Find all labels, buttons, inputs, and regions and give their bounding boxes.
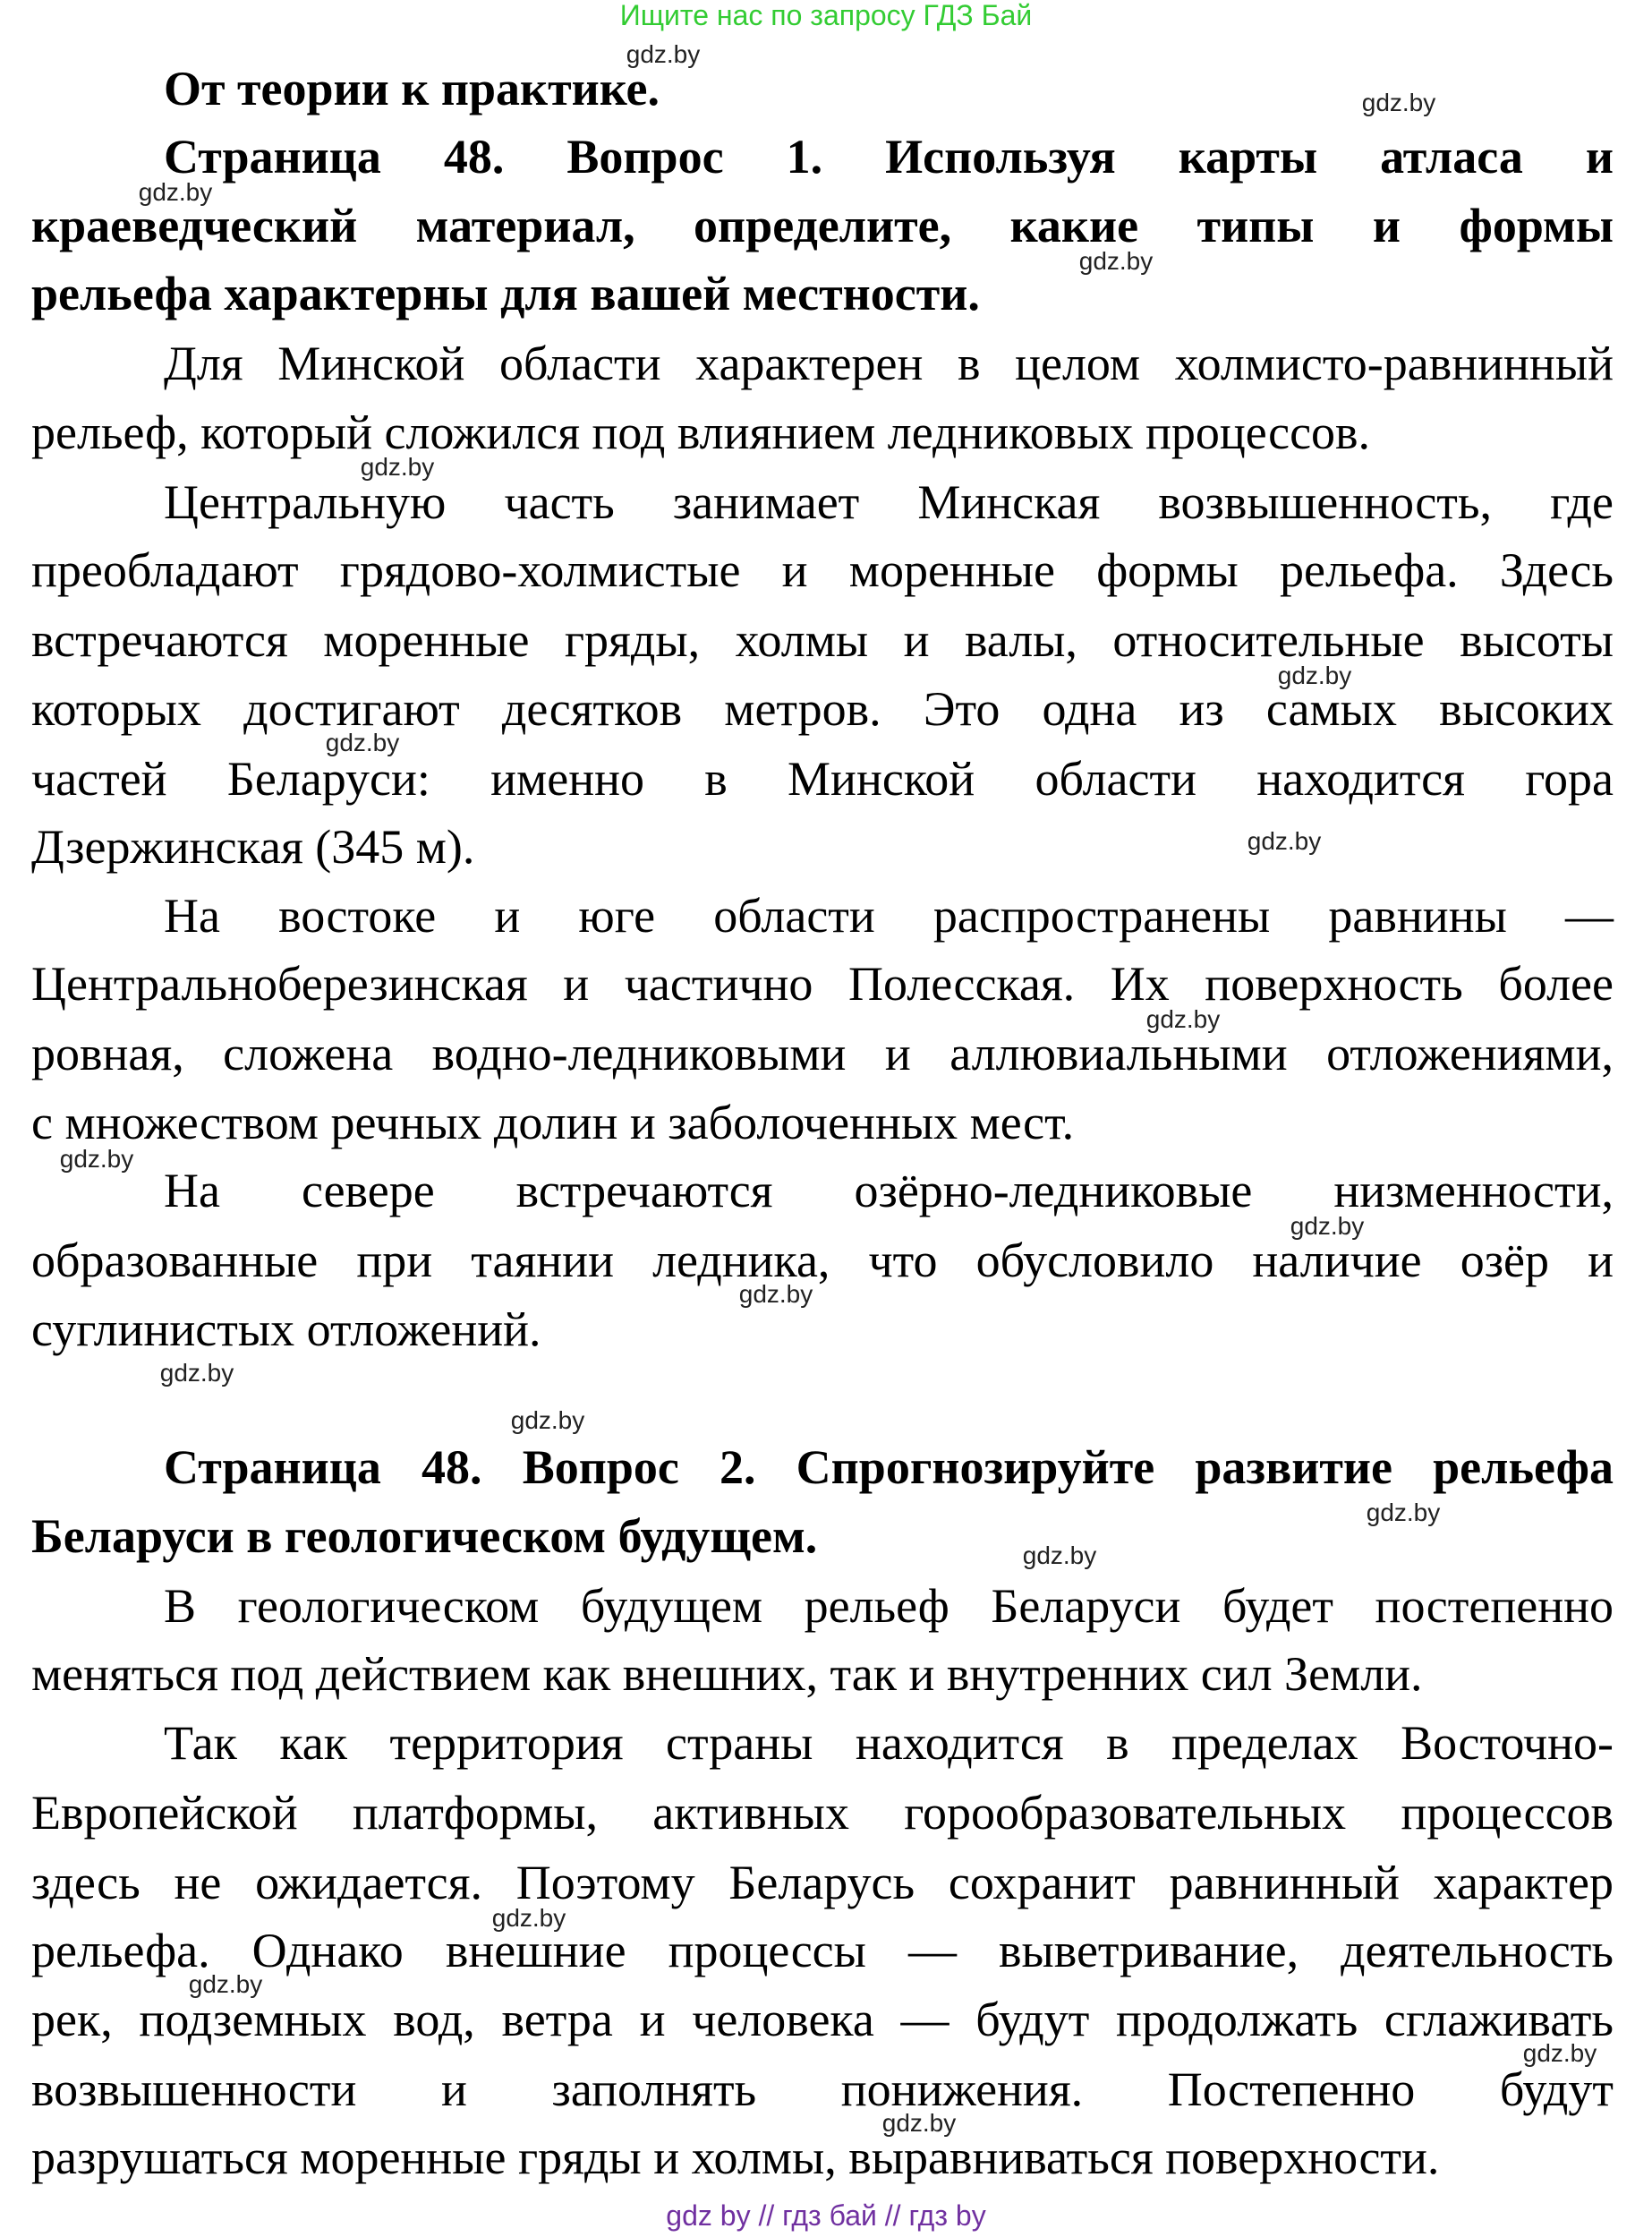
watermark: gdz.by: [159, 1359, 234, 1387]
watermark: gdz.by: [510, 1406, 585, 1434]
answer-1-text-line: встречаются моренные гряды, холмы и валы, относительные высоты: [31, 613, 1614, 667]
watermark: gdz.by: [1022, 1541, 1097, 1569]
watermark: gdz.by: [1145, 1005, 1221, 1033]
watermark: gdz.by: [1277, 662, 1352, 689]
watermark: gdz.by: [738, 1280, 813, 1308]
watermark: gdz.by: [1361, 89, 1436, 116]
answer-2-text-line: В геологическом будущем рельеф Беларуси будет постепенно: [164, 1579, 1614, 1633]
answer-1-text-line: Центральноберезинская и частично Полесская. Их поверхность более: [31, 957, 1614, 1011]
question-1-heading-line: рельефа характерны для вашей местности.: [31, 267, 980, 320]
answer-1-text-line: ровная, сложена водно-ледниковыми и аллювиальными отложениями,: [31, 1027, 1614, 1080]
watermark: gdz.by: [360, 453, 435, 481]
watermark: gdz.by: [59, 1145, 134, 1173]
question-2-heading-line: Беларуси в геологическом будущем.: [31, 1509, 818, 1563]
watermark: gdz.by: [188, 1970, 263, 1998]
search-banner: Ищите нас по запросу ГДЗ Бай: [619, 0, 1033, 31]
answer-1-text-line: Дзержинская (345 м).: [31, 820, 475, 874]
answer-2-text-line: разрушаться моренные гряды и холмы, выравниваться поверхности.: [31, 2130, 1440, 2184]
answer-1-text-line: частей Беларуси: именно в Минской области находится гора: [31, 752, 1614, 806]
watermark: gdz.by: [138, 178, 213, 206]
answer-2-text-line: здесь не ожидается. Поэтому Беларусь сохранит равнинный характер: [31, 1856, 1614, 1909]
section-title: От теории к практике.: [164, 62, 660, 115]
watermark: gdz.by: [1247, 827, 1322, 855]
answer-1-text-line: На востоке и юге области распространены равнины —: [164, 889, 1614, 943]
watermark: gdz.by: [1366, 1498, 1441, 1526]
answer-2-text-line: Так как территория страны находится в пределах Восточно-: [164, 1716, 1614, 1770]
footer-links[interactable]: gdz by // гдз бай // гдз by: [666, 2199, 986, 2232]
watermark: gdz.by: [881, 2109, 957, 2137]
watermark: gdz.by: [1290, 1212, 1365, 1240]
answer-1-text-line: с множеством речных долин и заболоченных мест.: [31, 1096, 1075, 1149]
answer-2-text-line: возвышенности и заполнять понижения. Постепенно будут: [31, 2062, 1614, 2116]
watermark: gdz.by: [325, 729, 400, 756]
answer-1-text-line: рельеф, который сложился под влиянием ледниковых процессов.: [31, 406, 1371, 459]
watermark: gdz.by: [491, 1904, 566, 1932]
question-2-heading-line: Страница 48. Вопрос 2. Спрогнозируйте развитие рельефа: [164, 1440, 1614, 1494]
answer-1-text-line: суглинистых отложений.: [31, 1302, 541, 1356]
watermark: gdz.by: [626, 40, 701, 68]
answer-1-text-line: На севере встречаются озёрно-ледниковые низменности,: [164, 1164, 1614, 1217]
question-1-heading-line: краеведческий материал, определите, какие типы и формы: [31, 199, 1614, 252]
answer-2-text-line: меняться под действием как внешних, так и внутренних сил Земли.: [31, 1647, 1423, 1701]
question-1-heading-line: Страница 48. Вопрос 1. Используя карты атласа и: [164, 130, 1614, 184]
answer-1-text-line: Центральную часть занимает Минская возвышенность, где: [164, 475, 1614, 529]
answer-1-text-line: образованные при таянии ледника, что обусловило наличие озёр и: [31, 1234, 1614, 1287]
answer-2-text-line: рельефа. Однако внешние процессы — выветривание, деятельность: [31, 1924, 1614, 1977]
watermark: gdz.by: [1078, 247, 1154, 275]
answer-2-text-line: Европейской платформы, активных горообразовательных процессов: [31, 1786, 1614, 1840]
answer-1-text-line: которых достигают десятков метров. Это одна из самых высоких: [31, 682, 1614, 736]
answer-1-text-line: Для Минской области характерен в целом холмисто-равнинный: [164, 337, 1614, 390]
answer-1-text-line: преобладают грядово-холмистые и моренные формы рельефа. Здесь: [31, 543, 1614, 597]
answer-2-text-line: рек, подземных вод, ветра и человека — будут продолжать сглаживать: [31, 1993, 1614, 2046]
watermark: gdz.by: [1522, 2039, 1597, 2067]
